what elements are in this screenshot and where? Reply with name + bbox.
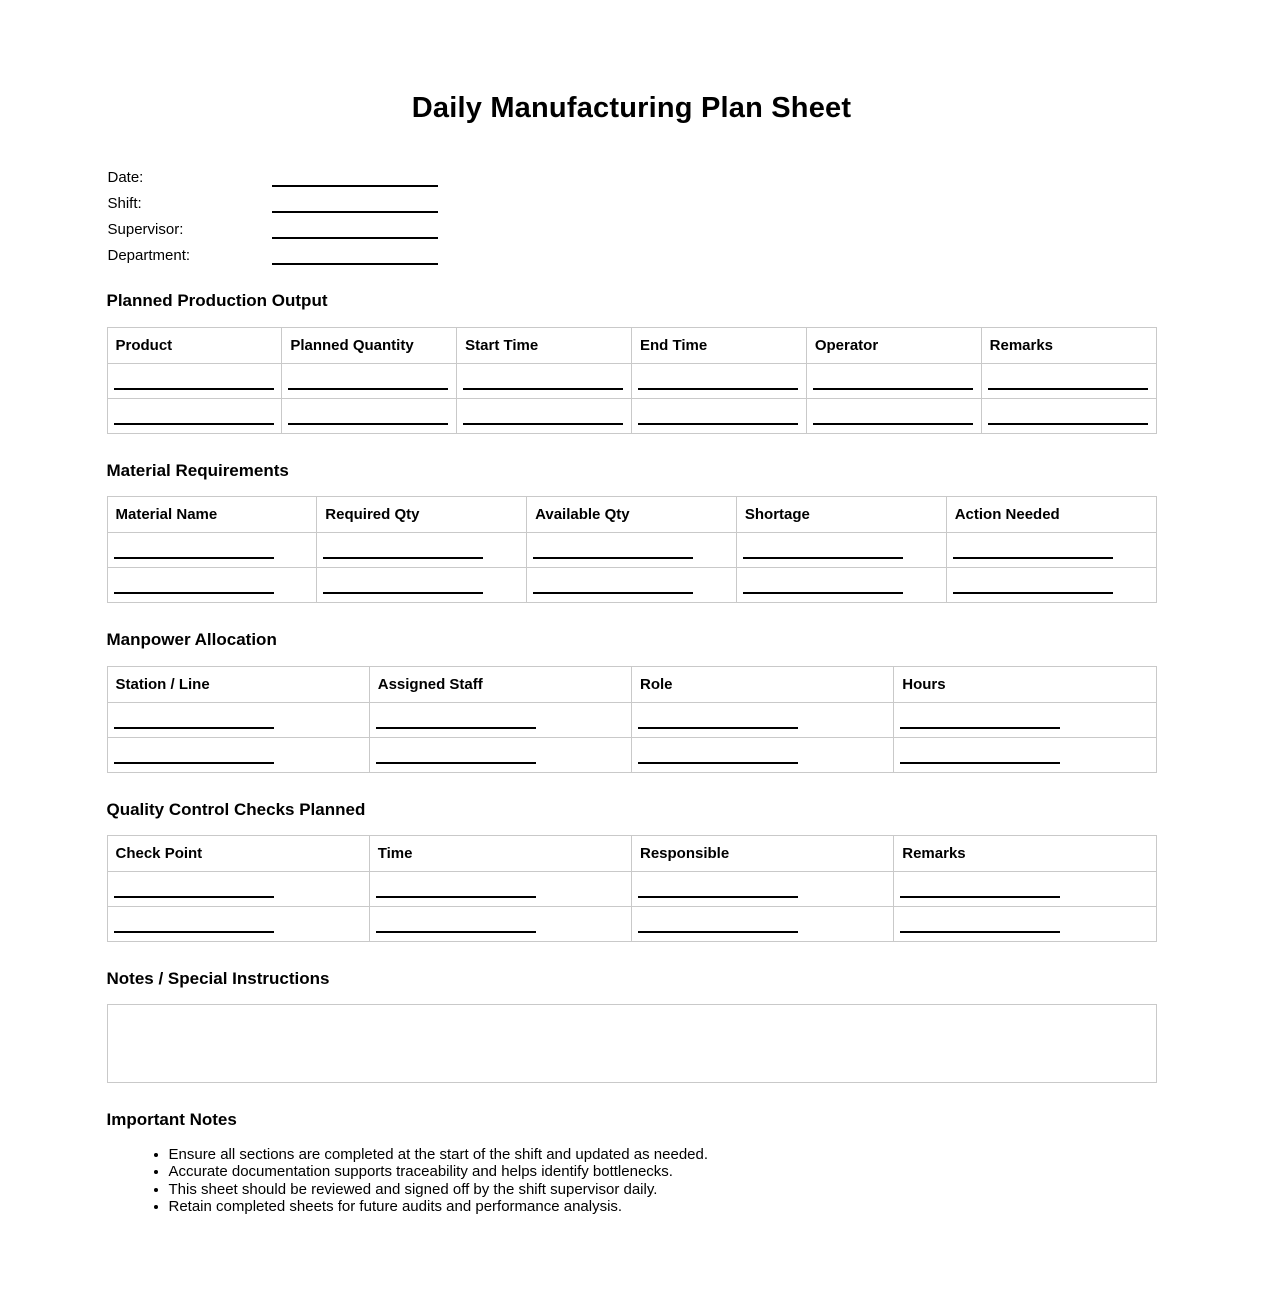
table-cell	[107, 533, 317, 568]
quality-col-remarks: Remarks	[894, 835, 1156, 871]
quality-col-time: Time	[369, 835, 631, 871]
field-department-label: Department:	[107, 247, 191, 265]
field-shift-label: Shift:	[107, 195, 142, 213]
blank-line	[638, 417, 798, 425]
field-date-blank	[272, 171, 438, 187]
important-note-item: • Retain completed sheets for future audits and performance analysis.	[169, 1198, 1157, 1216]
blank-line	[638, 890, 798, 898]
table-cell	[369, 737, 631, 772]
table-cell	[527, 568, 737, 603]
table-cell	[894, 702, 1156, 737]
blank-line	[533, 586, 693, 594]
blank-line	[988, 382, 1148, 390]
field-row-date	[108, 161, 1157, 187]
manpower-col-assigned-staff: Assigned Staff	[369, 666, 631, 702]
table-cell	[894, 737, 1156, 772]
table-cell	[894, 906, 1156, 941]
table-cell	[107, 702, 369, 737]
table-cell	[317, 568, 527, 603]
blank-line	[376, 925, 536, 933]
table-cell	[369, 702, 631, 737]
blank-line	[463, 417, 623, 425]
table-cell	[632, 702, 894, 737]
blank-line	[900, 756, 1060, 764]
field-date-label: Date:	[107, 169, 144, 187]
blank-line	[638, 721, 798, 729]
table-row	[107, 398, 1156, 433]
table-cell	[457, 398, 632, 433]
blank-line	[376, 721, 536, 729]
field-shift-blank	[272, 197, 438, 213]
production-table	[107, 327, 1157, 434]
table-cell	[107, 737, 369, 772]
table-cell	[457, 363, 632, 398]
important-notes-list	[107, 1146, 1157, 1216]
table-cell	[736, 533, 946, 568]
manpower-col-station-line: Station / Line	[107, 666, 369, 702]
materials-header-row	[107, 497, 1156, 533]
materials-col-material-name: Material Name	[107, 497, 317, 533]
table-cell	[282, 398, 457, 433]
blank-line	[323, 586, 483, 594]
blank-line	[114, 551, 274, 559]
notes-box	[107, 1004, 1157, 1083]
table-cell	[736, 568, 946, 603]
field-supervisor-label: Supervisor:	[107, 221, 184, 239]
section-title-important-notes: Important Notes	[106, 1110, 237, 1130]
table-cell	[981, 363, 1156, 398]
materials-col-required-qty: Required Qty	[317, 497, 527, 533]
table-cell	[369, 906, 631, 941]
blank-line	[376, 890, 536, 898]
production-col-end-time: End Time	[631, 327, 806, 363]
field-row-department	[108, 239, 1157, 265]
document-page	[107, 0, 1157, 1216]
table-cell	[107, 398, 282, 433]
blank-line	[376, 756, 536, 764]
materials-table	[107, 496, 1157, 603]
field-department-blank	[272, 249, 438, 265]
table-cell	[107, 363, 282, 398]
blank-line	[114, 382, 274, 390]
table-cell	[369, 871, 631, 906]
important-note-item: • Ensure all sections are completed at the start of the shift and updated as needed.	[169, 1146, 1157, 1164]
blank-line	[953, 551, 1113, 559]
blank-line	[114, 417, 274, 425]
blank-line	[114, 890, 274, 898]
blank-line	[533, 551, 693, 559]
blank-line	[288, 382, 448, 390]
blank-line	[114, 586, 274, 594]
section-title-materials: Material Requirements	[106, 460, 289, 480]
table-cell	[632, 871, 894, 906]
section-title-manpower: Manpower Allocation	[106, 630, 277, 650]
blank-line	[743, 551, 903, 559]
table-cell	[631, 363, 806, 398]
production-col-planned-quantity: Planned Quantity	[282, 327, 457, 363]
manpower-col-hours: Hours	[894, 666, 1156, 702]
production-col-product: Product	[107, 327, 282, 363]
table-row	[107, 737, 1156, 772]
table-cell	[632, 737, 894, 772]
blank-line	[900, 890, 1060, 898]
important-note-item: • Accurate documentation supports traceability and helps identify bottlenecks.	[169, 1163, 1157, 1181]
page-title: Daily Manufacturing Plan Sheet	[411, 92, 852, 124]
table-cell	[894, 871, 1156, 906]
table-row	[107, 702, 1156, 737]
field-row-shift	[108, 187, 1157, 213]
header-fields	[108, 161, 1157, 265]
manpower-table	[107, 666, 1157, 773]
table-cell	[282, 363, 457, 398]
table-cell	[107, 568, 317, 603]
table-cell	[632, 906, 894, 941]
blank-line	[288, 417, 448, 425]
table-cell	[946, 533, 1156, 568]
field-row-supervisor	[108, 213, 1157, 239]
blank-line	[900, 721, 1060, 729]
blank-line	[114, 925, 274, 933]
section-title-quality: Quality Control Checks Planned	[106, 799, 366, 819]
table-row	[107, 906, 1156, 941]
blank-line	[638, 756, 798, 764]
blank-line	[114, 721, 274, 729]
blank-line	[638, 925, 798, 933]
table-row	[107, 568, 1156, 603]
blank-line	[900, 925, 1060, 933]
table-cell	[631, 398, 806, 433]
production-header-row	[107, 327, 1156, 363]
section-title-notes: Notes / Special Instructions	[106, 968, 330, 988]
table-cell	[946, 568, 1156, 603]
quality-col-responsible: Responsible	[632, 835, 894, 871]
materials-col-action-needed: Action Needed	[946, 497, 1156, 533]
blank-line	[813, 382, 973, 390]
production-col-operator: Operator	[806, 327, 981, 363]
table-row	[107, 533, 1156, 568]
table-row	[107, 363, 1156, 398]
blank-line	[743, 586, 903, 594]
production-col-start-time: Start Time	[457, 327, 632, 363]
manpower-header-row	[107, 666, 1156, 702]
table-row	[107, 871, 1156, 906]
quality-table	[107, 835, 1157, 942]
quality-header-row	[107, 835, 1156, 871]
field-supervisor-blank	[272, 223, 438, 239]
blank-line	[463, 382, 623, 390]
blank-line	[813, 417, 973, 425]
table-cell	[806, 398, 981, 433]
quality-col-check-point: Check Point	[107, 835, 369, 871]
table-cell	[107, 871, 369, 906]
table-cell	[806, 363, 981, 398]
blank-line	[323, 551, 483, 559]
table-cell	[527, 533, 737, 568]
table-cell	[317, 533, 527, 568]
blank-line	[114, 756, 274, 764]
production-col-remarks: Remarks	[981, 327, 1156, 363]
materials-col-available-qty: Available Qty	[527, 497, 737, 533]
manpower-col-role: Role	[632, 666, 894, 702]
table-cell	[107, 906, 369, 941]
important-note-item: • This sheet should be reviewed and signed off by the shift supervisor daily.	[169, 1181, 1157, 1199]
table-cell	[981, 398, 1156, 433]
section-title-production: Planned Production Output	[106, 291, 328, 311]
blank-line	[953, 586, 1113, 594]
materials-col-shortage: Shortage	[736, 497, 946, 533]
blank-line	[988, 417, 1148, 425]
blank-line	[638, 382, 798, 390]
